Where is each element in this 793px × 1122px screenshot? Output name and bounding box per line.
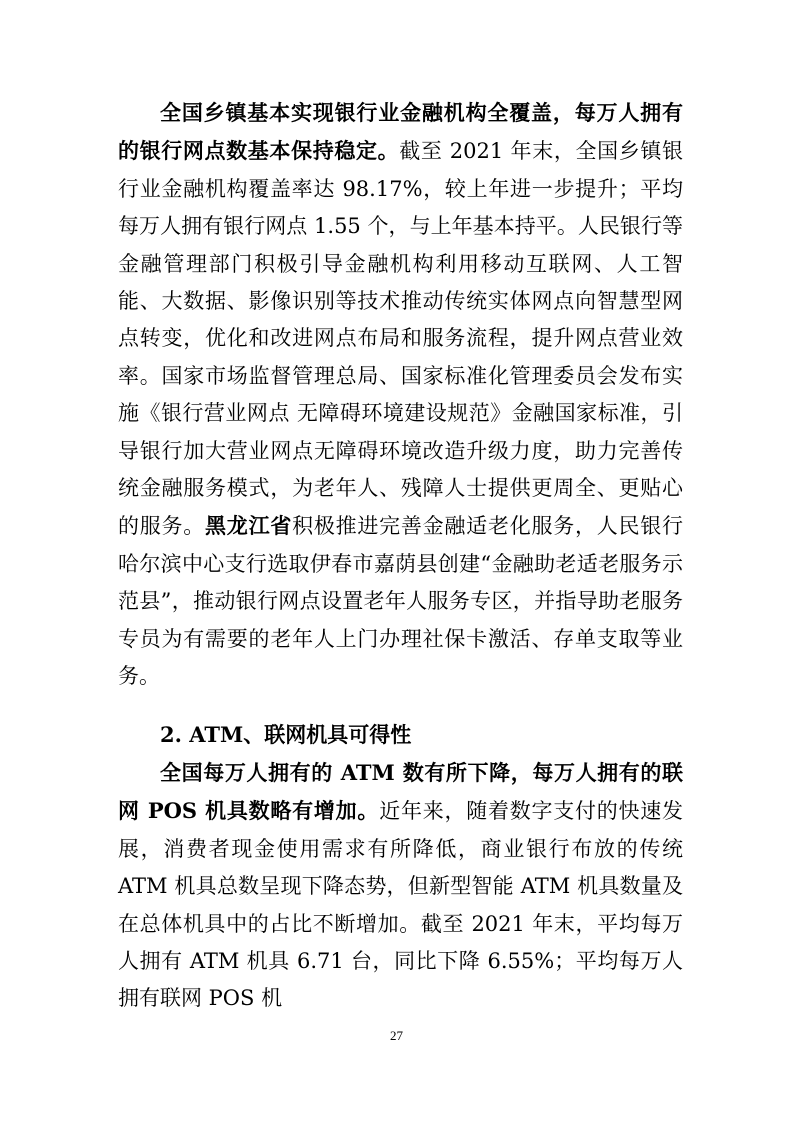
paragraph-lead-sentence: 全国乡镇基本实现银行业金融机构全覆盖，每万人拥有的银行网点数基本保持稳定。 — [118, 100, 683, 164]
province-highlight: 黑龙江省 — [205, 513, 293, 539]
paragraph-atm-pos — [118, 754, 683, 1018]
page-number: 27 — [390, 1028, 403, 1043]
paragraph-body: 近年来，随着数字支付的快速发展，消费者现金使用需求有所降低，商业银行布放的传统 ATM 机具总数呈现下降态势，但新型智能 ATM 机具数量及在总体机具中的占比不断增加。截至 2021 年末，平均每万人拥有 ATM 机具 6.71 台，同比下降 6.55%；平均每万人拥有联网 POS 机 — [118, 799, 684, 1011]
paragraph-rural-bank-coverage — [118, 94, 683, 696]
section-heading: 2. ATM、联网机具可得性 — [160, 722, 412, 747]
paragraph-body-continued: 积极推进完善金融适老化服务，人民银行哈尔滨中心支行选取伊春市嘉荫县创建“金融助老适老服务示范县”，推动银行网点设置老年人服务专区，并指导助老服务专员为有需要的老年人上门办理社保卡激活、存单支取等业务。 — [118, 514, 684, 689]
paragraph-lead-sentence: 全国每万人拥有的 ATM 数有所下降，每万人拥有的联网 POS 机具数略有增加。 — [118, 760, 683, 824]
paragraph-body: 截至 2021 年末，全国乡镇银行业金融机构覆盖率达 98.17%，较上年进一步提升；平均每万人拥有银行网点 1.55 个，与上年基本持平。人民银行等金融管理部门积极引导金融机构利用移动互联网、人工智能、大数据、影像识别等技术推动传统实体网点向智慧型网点转变，优化和改进网点布局和服务流程，提升网点营业效率。国家市场监督管理总局、国家标准化管理委员会发布实施《银行营业网点 无障碍环境建设规范》金融国家标准，引导银行加大营业网点无障碍环境改造升级力度，助力完善传统金融服务模式，为老年人、残障人士提供更周全、更贴心的服务。 — [118, 139, 683, 539]
